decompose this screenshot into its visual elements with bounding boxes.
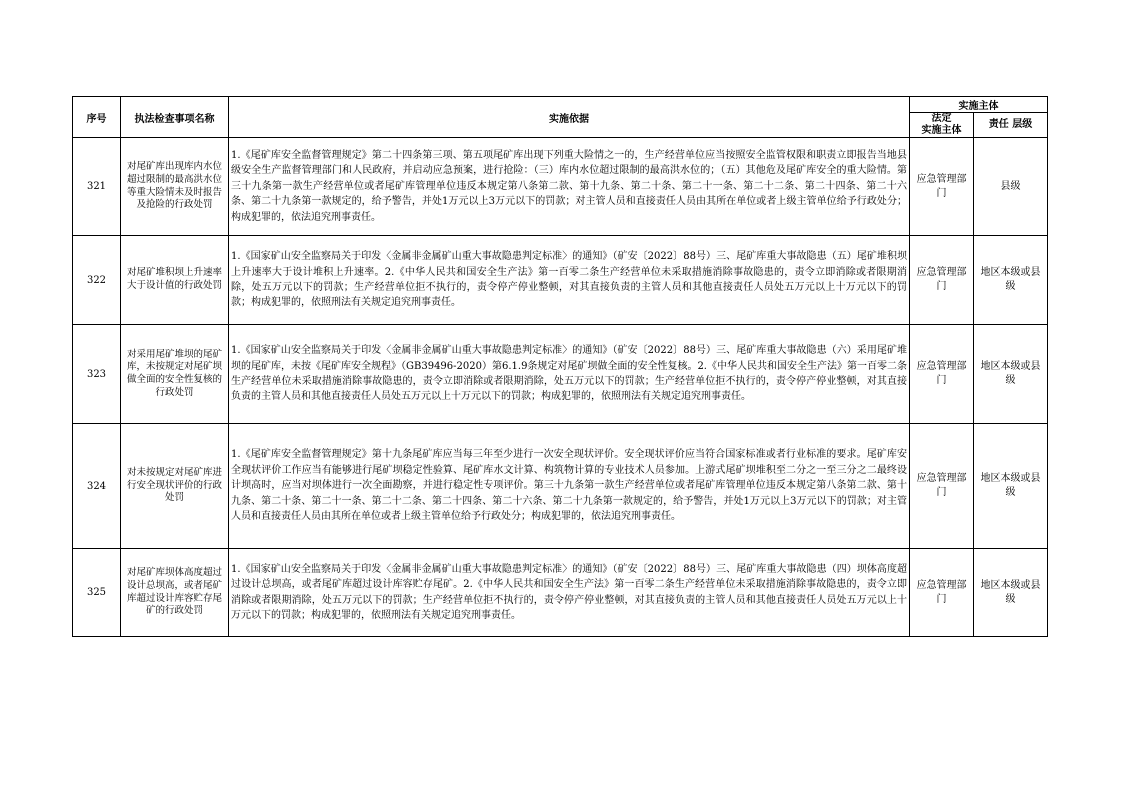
table-row bbox=[73, 138, 1048, 236]
row-no: 324 bbox=[73, 424, 121, 549]
header-no: 序号 bbox=[73, 97, 121, 138]
row-legal-subject: 应急管理部门 bbox=[910, 236, 974, 325]
header-legal-subject: 法定 实施主体 bbox=[910, 113, 974, 138]
row-item-name: 对尾矿库出现库内水位超过限制的最高洪水位等重大险情未及时报告及抢险的行政处罚 bbox=[121, 138, 229, 236]
header-subject: 实施主体 bbox=[910, 97, 1048, 113]
row-basis: 1.《国家矿山安全监察局关于印发〈金属非金属矿山重大事故隐患判定标准〉的通知》（矿安〔2022〕88号）三、尾矿库重大事故隐患（四）坝体高度超过设计总坝高，或者尾矿库超过设计库容贮存尾矿。2.《中华人民共和国安全生产法》第一百零二条生产经营单位未采取措施消除事故隐患的，责令立即消除或者限期消除，处五万元以下的罚款；生产经营单位拒不执行的，责令停产停业整顿，对其直接负责的主管人员和其他直接责任人员处五万元以上十万元以下的罚款；构成犯罪的，依照刑法有关规定追究刑事责任。 bbox=[229, 549, 910, 637]
row-no: 323 bbox=[73, 325, 121, 424]
row-basis: 1.《尾矿库安全监督管理规定》第二十四条第三项、第五项尾矿库出现下列重大险情之一的，生产经营单位应当按照安全监管权限和职责立即报告当地县级安全生产监督管理部门和人民政府，并启动应急预案，进行抢险：（三）库内水位超过限制的最高洪水位的；（五）其他危及尾矿库安全的重大险情。第三十九条第一款生产经营单位或者尾矿库管理单位违反本规定第八条第二款、第十九条、第二十条、第二十一条、第二十二条、第二十四条、第二十六条、第二十九条第一款规定的，给予警告，并处1万元以上3万元以下的罚款；对主管人员和直接责任人员由其所在单位或者上级主管单位给予行政处分；构成犯罪的，依法追究刑事责任。 bbox=[229, 138, 910, 236]
row-item-name: 对尾矿库坝体高度超过设计总坝高，或者尾矿库超过设计库容贮存尾矿的行政处罚 bbox=[121, 549, 229, 637]
header-basis: 实施依据 bbox=[229, 97, 910, 138]
row-item-name: 对尾矿堆积坝上升速率大于设计值的行政处罚 bbox=[121, 236, 229, 325]
row-resp-level: 地区本级或县级 bbox=[974, 424, 1048, 549]
row-legal-subject: 应急管理部门 bbox=[910, 549, 974, 637]
table-row bbox=[73, 424, 1048, 549]
enforcement-items-table bbox=[72, 96, 1048, 637]
row-resp-level: 地区本级或县级 bbox=[974, 549, 1048, 637]
header-resp-level: 责任 层级 bbox=[974, 113, 1048, 138]
row-no: 322 bbox=[73, 236, 121, 325]
row-item-name: 对未按规定对尾矿库进行安全现状评价的行政处罚 bbox=[121, 424, 229, 549]
table-row bbox=[73, 549, 1048, 637]
table-row bbox=[73, 236, 1048, 325]
row-legal-subject: 应急管理部门 bbox=[910, 138, 974, 236]
row-basis: 1.《国家矿山安全监察局关于印发〈金属非金属矿山重大事故隐患判定标准〉的通知》（矿安〔2022〕88号）三、尾矿库重大事故隐患（五）尾矿堆积坝上升速率大于设计堆积上升速率。2.《中华人民共和国安全生产法》第一百零二条生产经营单位未采取措施消除事故隐患的，责令立即消除或者限期消除，处五万元以下的罚款；生产经营单位拒不执行的，责令停产停业整顿，对其直接负责的主管人员和其他直接责任人员处五万元以上十万元以下的罚款；构成犯罪的，依照刑法有关规定追究刑事责任。 bbox=[229, 236, 910, 325]
row-resp-level: 县级 bbox=[974, 138, 1048, 236]
row-no: 321 bbox=[73, 138, 121, 236]
row-item-name: 对采用尾矿堆坝的尾矿库，未按规定对尾矿坝做全面的安全性复核的行政处罚 bbox=[121, 325, 229, 424]
row-no: 325 bbox=[73, 549, 121, 637]
row-resp-level: 地区本级或县级 bbox=[974, 236, 1048, 325]
header-item-name: 执法检查事项名称 bbox=[121, 97, 229, 138]
document-page bbox=[72, 96, 1047, 637]
row-basis: 1.《尾矿库安全监督管理规定》第十九条尾矿库应当每三年至少进行一次安全现状评价。安全现状评价应当符合国家标准或者行业标准的要求。尾矿库安全现状评价工作应当有能够进行尾矿坝稳定性验算、尾矿库水文计算、构筑物计算的专业技术人员参加。上游式尾矿坝堆积至二分之一至三分之二最终设计坝高时，应当对坝体进行一次全面勘察，并进行稳定性专项评价。第三十九条第一款生产经营单位或者尾矿库管理单位违反本规定第八条第二款、第十九条、第二十条、第二十一条、第二十二条、第二十四条、第二十六条、第二十九条第一款规定的，给予警告，并处1万元以上3万元以下的罚款；对主管人员和直接责任人员由其所在单位或者上级主管单位给予行政处分；构成犯罪的，依法追究刑事责任。 bbox=[229, 424, 910, 549]
row-basis: 1.《国家矿山安全监察局关于印发〈金属非金属矿山重大事故隐患判定标准〉的通知》（矿安〔2022〕88号）三、尾矿库重大事故隐患（六）采用尾矿堆坝的尾矿库，未按《尾矿库安全规程》（GB39496-2020）第6.1.9条规定对尾矿坝做全面的安全性复核。2.《中华人民共和国安全生产法》第一百零二条生产经营单位未采取措施消除事故隐患的，责令立即消除或者限期消除，处五万元以下的罚款；生产经营单位拒不执行的，责令停产停业整顿，对其直接负责的主管人员和其他直接责任人员处五万元以上十万元以下的罚款；构成犯罪的，依照刑法有关规定追究刑事责任。 bbox=[229, 325, 910, 424]
header-row-top bbox=[73, 97, 1048, 113]
row-legal-subject: 应急管理部门 bbox=[910, 325, 974, 424]
row-resp-level: 地区本级或县级 bbox=[974, 325, 1048, 424]
table-row bbox=[73, 325, 1048, 424]
row-legal-subject: 应急管理部门 bbox=[910, 424, 974, 549]
